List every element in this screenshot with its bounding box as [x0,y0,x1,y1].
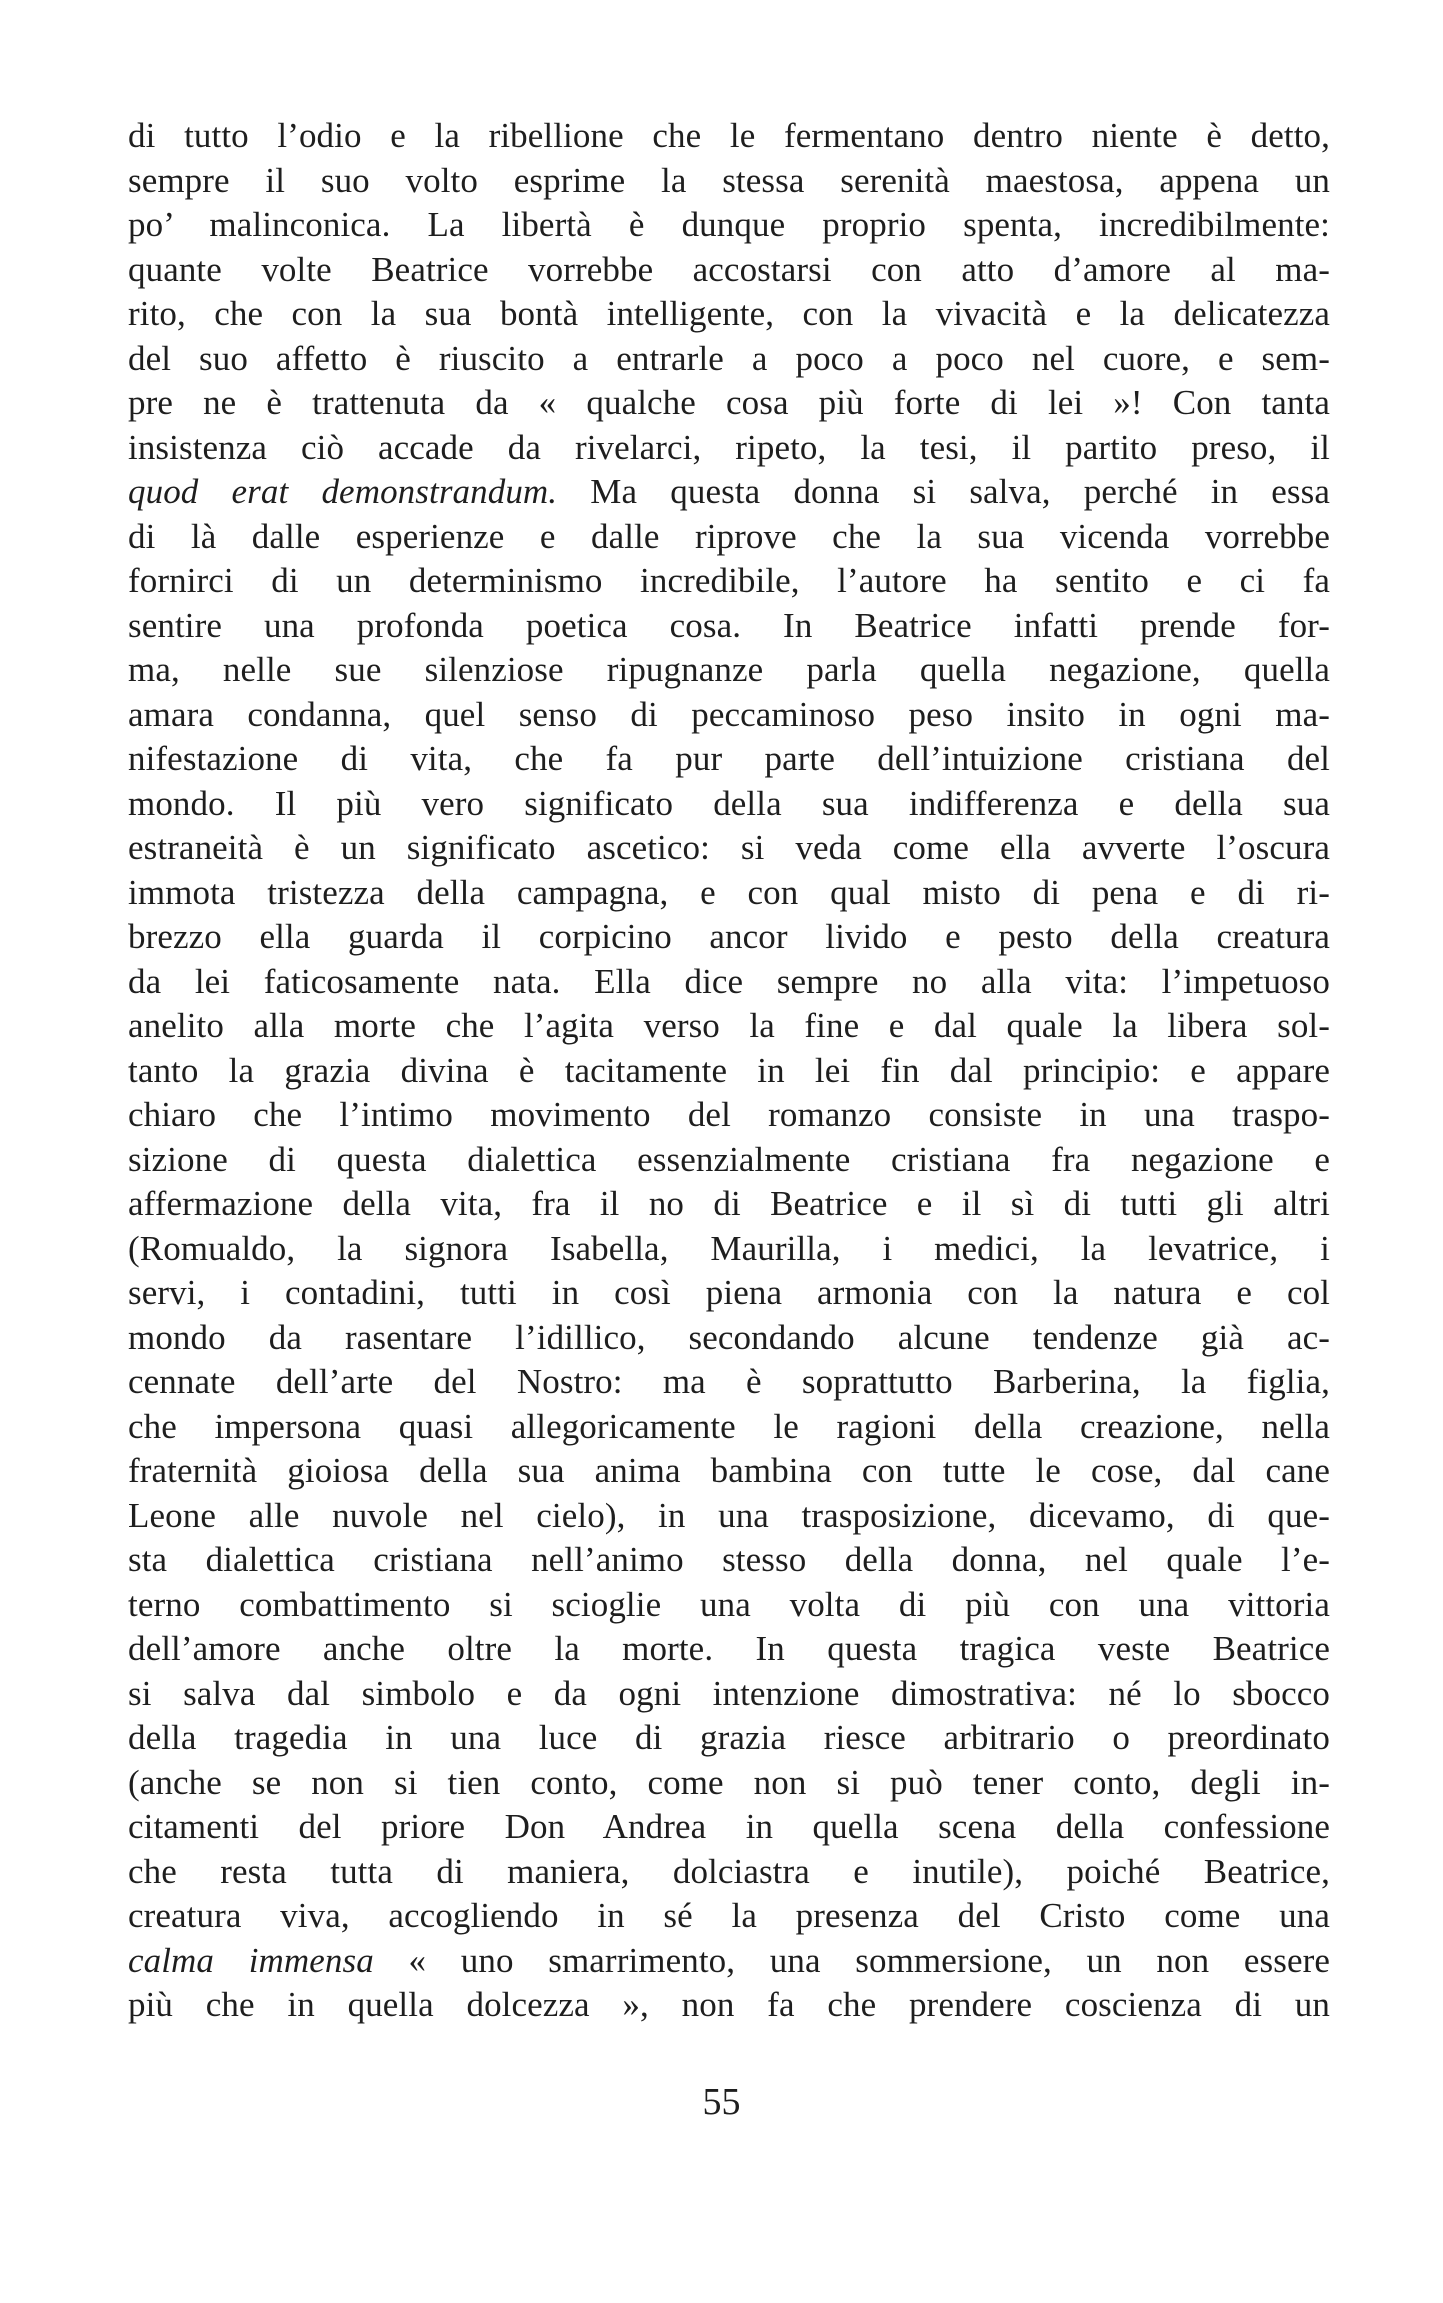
text-line: sempre il suo volto esprime la stessa serenità maestosa, appena un [128,160,1330,200]
body-text [128,114,1330,2028]
italic-phrase: calma immensa [128,1940,374,1980]
text-line: più che in quella dolcezza », non fa che prendere coscienza di un [128,1985,1330,2024]
text-span: Ma questa donna si salva, perché in essa [557,472,1330,511]
text-line: pre ne è trattenuta da « qualche cosa più forte di lei »! Con tanta [128,383,1330,422]
text-line: cennate dell’arte del Nostro: ma è soprattutto Barberina, la figlia, [128,1362,1330,1401]
text-line [128,1939,1330,1984]
text-line: mondo. Il più vero significato della sua indifferenza e della sua [128,783,1330,823]
text-line: da lei faticosamente nata. Ella dice sempre no alla vita: l’impetuoso [128,961,1330,1001]
text-line: insistenza ciò accade da rivelarci, ripeto, la tesi, il partito preso, il [128,427,1330,467]
text-line: Leone alle nuvole nel cielo), in una trasposizione, dicevamo, di que- [128,1495,1330,1535]
text-line: amara condanna, quel senso di peccaminoso peso insito in ogni ma- [128,694,1330,734]
text-line: del suo affetto è riuscito a entrarle a poco a poco nel cuore, e sem- [128,338,1330,378]
text-line [128,470,1330,515]
text-line: che impersona quasi allegoricamente le ragioni della creazione, nella [128,1406,1330,1446]
text-line: (anche se non si tien conto, come non si può tener conto, degli in- [128,1762,1330,1802]
text-line: affermazione della vita, fra il no di Beatrice e il sì di tutti gli altri [128,1184,1330,1223]
text-line: immota tristezza della campagna, e con qual misto di pena e di ri- [128,872,1330,912]
text-line: mondo da rasentare l’idillico, secondando alcune tendenze già ac- [128,1317,1330,1357]
text-line: estraneità è un significato ascetico: si veda come ella avverte l’oscura [128,828,1330,867]
text-line: dell’amore anche oltre la morte. In questa tragica veste Beatrice [128,1629,1330,1668]
text-line: sta dialettica cristiana nell’animo stesso della donna, nel quale l’e- [128,1540,1330,1579]
text-line: fraternità gioiosa della sua anima bambina con tutte le cose, dal cane [128,1451,1330,1490]
text-line: ma, nelle sue silenziose ripugnanze parla quella negazione, quella [128,650,1330,689]
text-line: chiaro che l’intimo movimento del romanzo consiste in una traspo- [128,1095,1330,1134]
text-line: quante volte Beatrice vorrebbe accostarsi con atto d’amore al ma- [128,249,1330,289]
text-line: citamenti del priore Don Andrea in quella scena della confessione [128,1807,1330,1846]
text-line: tanto la grazia divina è tacitamente in lei fin dal principio: e appare [128,1050,1330,1090]
text-line: della tragedia in una luce di grazia riesce arbitrario o preordinato [128,1718,1330,1757]
text-line: po’ malinconica. La libertà è dunque proprio spenta, incredibilmente: [128,205,1330,244]
text-line: servi, i contadini, tutti in così piena armonia con la natura e col [128,1273,1330,1312]
text-line: fornirci di un determinismo incredibile, l’autore ha sentito e ci fa [128,561,1330,600]
text-line: di là dalle esperienze e dalle riprove che la sua vicenda vorrebbe [128,516,1330,556]
text-line: nifestazione di vita, che fa pur parte dell’intuizione cristiana del [128,739,1330,778]
text-line: di tutto l’odio e la ribellione che le fermentano dentro niente è detto, [128,116,1330,155]
text-line: anelito alla morte che l’agita verso la fine e dal quale la libera sol- [128,1006,1330,1045]
text-line: creatura viva, accogliendo in sé la presenza del Cristo come una [128,1896,1330,1935]
text-line: (Romualdo, la signora Isabella, Maurilla, i medici, la levatrice, i [128,1228,1330,1268]
italic-phrase: quod erat demonstrandum. [128,472,558,511]
text-span: « uno smarrimento, una sommersione, un non essere [373,1940,1330,1980]
text-line: terno combattimento si scioglie una volta di più con una vittoria [128,1584,1330,1624]
text-line: che resta tutta di maniera, dolciastra e inutile), poiché Beatrice, [128,1851,1330,1891]
text-line: sentire una profonda poetica cosa. In Beatrice infatti prende for- [128,605,1330,645]
page-number: 55 [702,2081,741,2123]
text-line: si salva dal simbolo e da ogni intenzione dimostrativa: né lo sbocco [128,1673,1330,1713]
text-line: brezzo ella guarda il corpicino ancor livido e pesto della creatura [128,917,1330,956]
text-line: sizione di questa dialettica essenzialmente cristiana fra negazione e [128,1139,1330,1179]
text-line: rito, che con la sua bontà intelligente, con la vivacità e la delicatezza [128,294,1330,333]
